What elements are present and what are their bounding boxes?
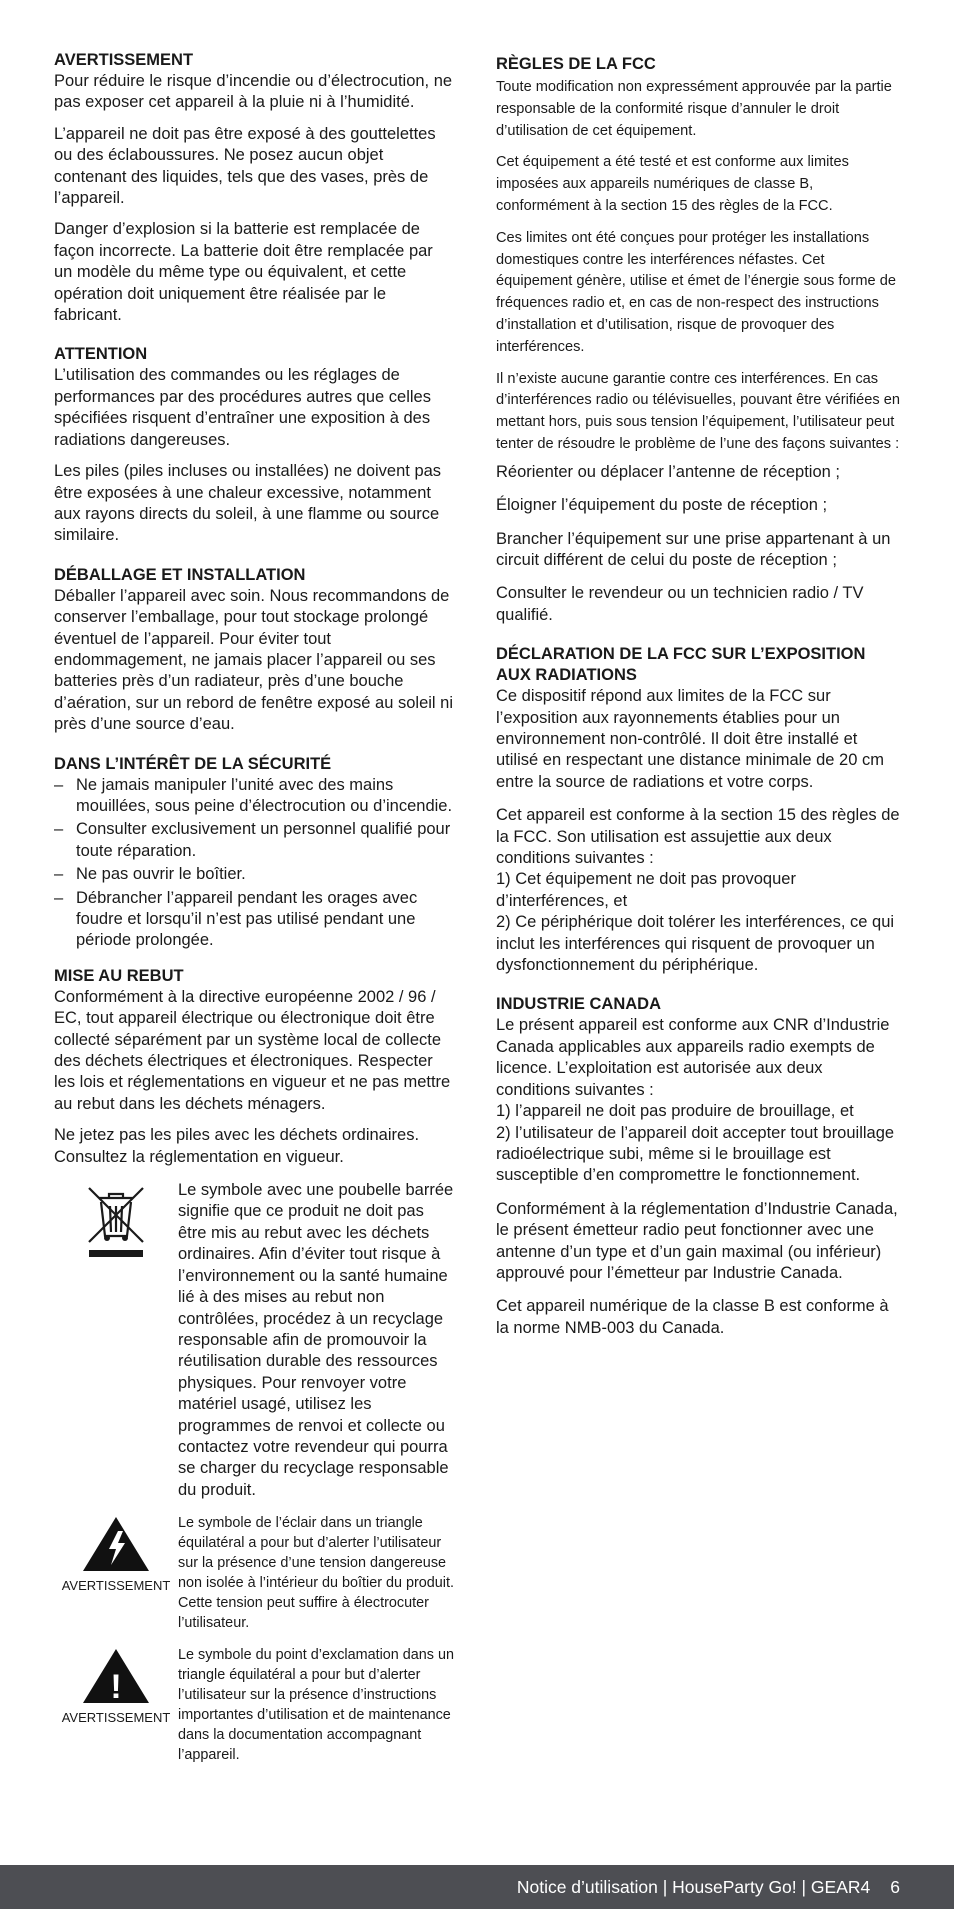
list-item: – Ne pas ouvrir le boîtier.: [54, 864, 454, 885]
paragraph: Danger d’explosion si la batterie est remplacée de façon incorrecte. La batterie doit être remplacée par un modèle du même type ou équivalent, et cette opération doit uniquement être réalisée par le fabricant.: [54, 220, 433, 325]
heading-canada: INDUSTRIE CANADA: [496, 995, 661, 1014]
exclamation-triangle-icon: [81, 1647, 151, 1705]
heading-securite: DANS L’INTÉRÊT DE LA SÉCURITÉ: [54, 754, 332, 773]
heading-attention: ATTENTION: [54, 345, 148, 364]
exclamation-caption: AVERTISSEMENT: [61, 1710, 171, 1726]
paragraph: Conformément à la réglementation d’Industrie Canada, le présent émetteur radio peut fonctionner avec une antenne d’un type et d’un gain maximal (ou inférieur) approuvé pour l’émetteur par Industrie Canada.: [496, 1199, 898, 1282]
paragraph: Éloigner l’équipement du poste de réception ;: [496, 496, 828, 515]
paragraph: Déballer l’appareil avec soin. Nous recommandons de conserver l’emballage, pour tout stockage prolongé éventuel de l’appareil. Pour éviter tout endommagement, ne jamais placer l’appareil ou ses batteries près d’un radiateur, près d’une bouche d’aération, sur un rebord de fenêtre exposé au soleil ni près d’une source d’eau.: [54, 586, 454, 734]
exclamation-symbol-row: [54, 1645, 454, 1765]
left-column: [54, 50, 454, 1777]
page-number: 6: [890, 1876, 900, 1897]
lightning-symbol-row: [54, 1513, 454, 1633]
paragraph: Ne jetez pas les piles avec les déchets ordinaires. Consultez la réglementation en vigueur.: [54, 1126, 420, 1166]
page-footer: [0, 1865, 954, 1909]
weee-icon: [54, 1180, 178, 1258]
list-item: – Consulter exclusivement un personnel qualifié pour toute réparation.: [54, 819, 454, 862]
heading-avertissement: AVERTISSEMENT: [54, 51, 194, 69]
section-rebut: [54, 966, 454, 1168]
list-item: – Ne jamais manipuler l’unité avec des mains mouillées, sous peine d’électrocution ou d’incendie.: [54, 775, 454, 818]
paragraph: Le présent appareil est conforme aux CNR d’Industrie Canada applicables aux appareils radio exempts de licence. L’exploitation est autorisée aux deux conditions suivantes : 1) l’appareil ne doit pas produire de brouillage, et 2) l’utilisateur de l’appareil doit accepter tout brouillage radioélectrique subi, même si le brouillage est susceptible d’en compromettre le fonctionnement.: [496, 1016, 895, 1185]
paragraph: Cet appareil numérique de la classe B est conforme à la norme NMB-003 du Canada.: [496, 1297, 889, 1337]
paragraph: L’utilisation des commandes ou les réglages de performances par des procédures autres que celles spécifiées risquent d’entraîner une exposition à des radiations dangereuses.: [54, 366, 431, 449]
list-item: – Débrancher l’appareil pendant les orages avec foudre et lorsqu’il n’est pas utilisé pendant une période prolongée.: [54, 888, 454, 952]
section-fcc: [496, 54, 900, 626]
weee-symbol-row: [54, 1180, 454, 1501]
section-canada: [496, 994, 900, 1339]
heading-rebut: MISE AU REBUT: [54, 966, 184, 985]
paragraph: Consulter le revendeur ou un technicien radio / TV qualifié.: [496, 584, 864, 624]
weee-description: Le symbole avec une poubelle barrée signifie que ce produit ne doit pas être mis au rebut avec les déchets ordinaires. Afin d’éviter tout risque à l’environnement ou la santé humaine lié à des mises au rebut non contrôlées, procédez à un recyclage responsable afin de promouvoir la réutilisation durable des ressources physiques. Pour renvoyer votre matériel usagé, utilisez les programmes de renvoi et collecte ou contactez votre revendeur qui pourra se charger du recyclage responsable du produit.: [178, 1181, 454, 1499]
paragraph: Brancher l’équipement sur une prise appartenant à un circuit différent de celui du poste de réception ;: [496, 529, 891, 569]
paragraph: Ces limites ont été conçues pour protéger les installations domestiques contre les interférences néfastes. Cet équipement génère, utilise et émet de l’énergie sous forme de fréquences radio et, en cas de non-respect des instructions d’installation et d’utilisation, risque de provoquer des interférences.: [496, 229, 896, 355]
section-deballage: [54, 565, 454, 736]
paragraph: L’appareil ne doit pas être exposé à des gouttelettes ou des éclaboussures. Ne posez aucun objet contenant des liquides, tels que des vases, près de l’appareil.: [54, 124, 436, 208]
exclamation-glyph: !: [110, 1668, 122, 1706]
section-securite: [54, 754, 454, 952]
paragraph: Conformément à la directive européenne 2002 / 96 / EC, tout appareil électrique ou électronique doit être collecté séparément par un système local de collecte des déchets électriques et électroniques. Respecter les lois et réglementations en vigueur et ne pas mettre au rebut dans les déchets ménagers.: [54, 987, 451, 1113]
footer-title: Notice d’utilisation | HouseParty Go! | GEAR4: [516, 1876, 871, 1897]
paragraph: Les piles (piles incluses ou installées) ne doivent pas être exposées à une chaleur excessive, notamment aux rayons directs du soleil, à une flamme ou source similaire.: [54, 462, 442, 545]
section-attention: [54, 344, 454, 546]
section-exposition: [496, 644, 900, 976]
exclamation-warning-symbol: [54, 1645, 178, 1728]
exclamation-description: Le symbole du point d’exclamation dans un triangle équilatéral a pour but d’alerter l’utilisateur sur la présence d’instructions importantes d’utilisation et de maintenance dans la documentation accompagnant l’appareil.: [178, 1647, 454, 1764]
heading-deballage: DÉBALLAGE ET INSTALLATION: [54, 565, 306, 584]
paragraph: Cet équipement a été testé et est conforme aux limites imposées aux appareils numériques de classe B, conformément à la section 15 des règles de la FCC.: [496, 154, 849, 214]
paragraph: Toute modification non expressément approuvée par la partie responsable de la conformité risque d’annuler le droit d’utilisation de cet équipement.: [496, 79, 892, 139]
paragraph: Réorienter ou déplacer l’antenne de réception ;: [496, 462, 840, 481]
lightning-warning-symbol: [54, 1513, 178, 1596]
section-avertissement: [54, 50, 454, 326]
paragraph: Pour réduire le risque d’incendie ou d’électrocution, ne pas exposer cet appareil à la pluie ni à l’humidité.: [54, 72, 453, 112]
paragraph: Cet appareil est conforme à la section 15 des règles de la FCC. Son utilisation est assujettie aux deux conditions suivantes : 1) Cet équipement ne doit pas provoquer d’interférences, et 2) Ce périphérique doit tolérer les interférences, ce qui inclut les interférences qui risquent de provoquer un dysfonctionnement du périphérique.: [496, 806, 900, 975]
lightning-description: Le symbole de l’éclair dans un triangle équilatéral a pour but d’alerter l’utilisateur sur la présence d’une tension dangereuse non isolée à l’intérieur du boîtier du produit. Cette tension peut suffire à électrocuter l’utilisateur.: [178, 1515, 454, 1632]
lightning-triangle-icon: [81, 1515, 151, 1573]
paragraph: Ce dispositif répond aux limites de la FCC sur l’exposition aux rayonnements établies pour un environnement non-contrôlé. Il doit être installé et utilisé en respectant une distance minimale de 20 cm entre la source de radiations et votre corps.: [496, 687, 884, 791]
heading-fcc: RÈGLES DE LA FCC: [496, 55, 656, 73]
right-column: [496, 54, 900, 1357]
paragraph: Il n’existe aucune garantie contre ces interférences. En cas d’interférences radio ou télévisuelles, pouvant être vérifiées en mettant hors, puis sous tension l’équipement, l’utilisateur peut tenter de résoudre le problème de l’une des façons suivantes :: [496, 370, 900, 452]
heading-exposition: DÉCLARATION DE LA FCC SUR L’EXPOSITION AUX RADIATIONS: [496, 645, 866, 685]
lightning-caption: AVERTISSEMENT: [61, 1578, 171, 1594]
safety-list: [54, 775, 454, 952]
